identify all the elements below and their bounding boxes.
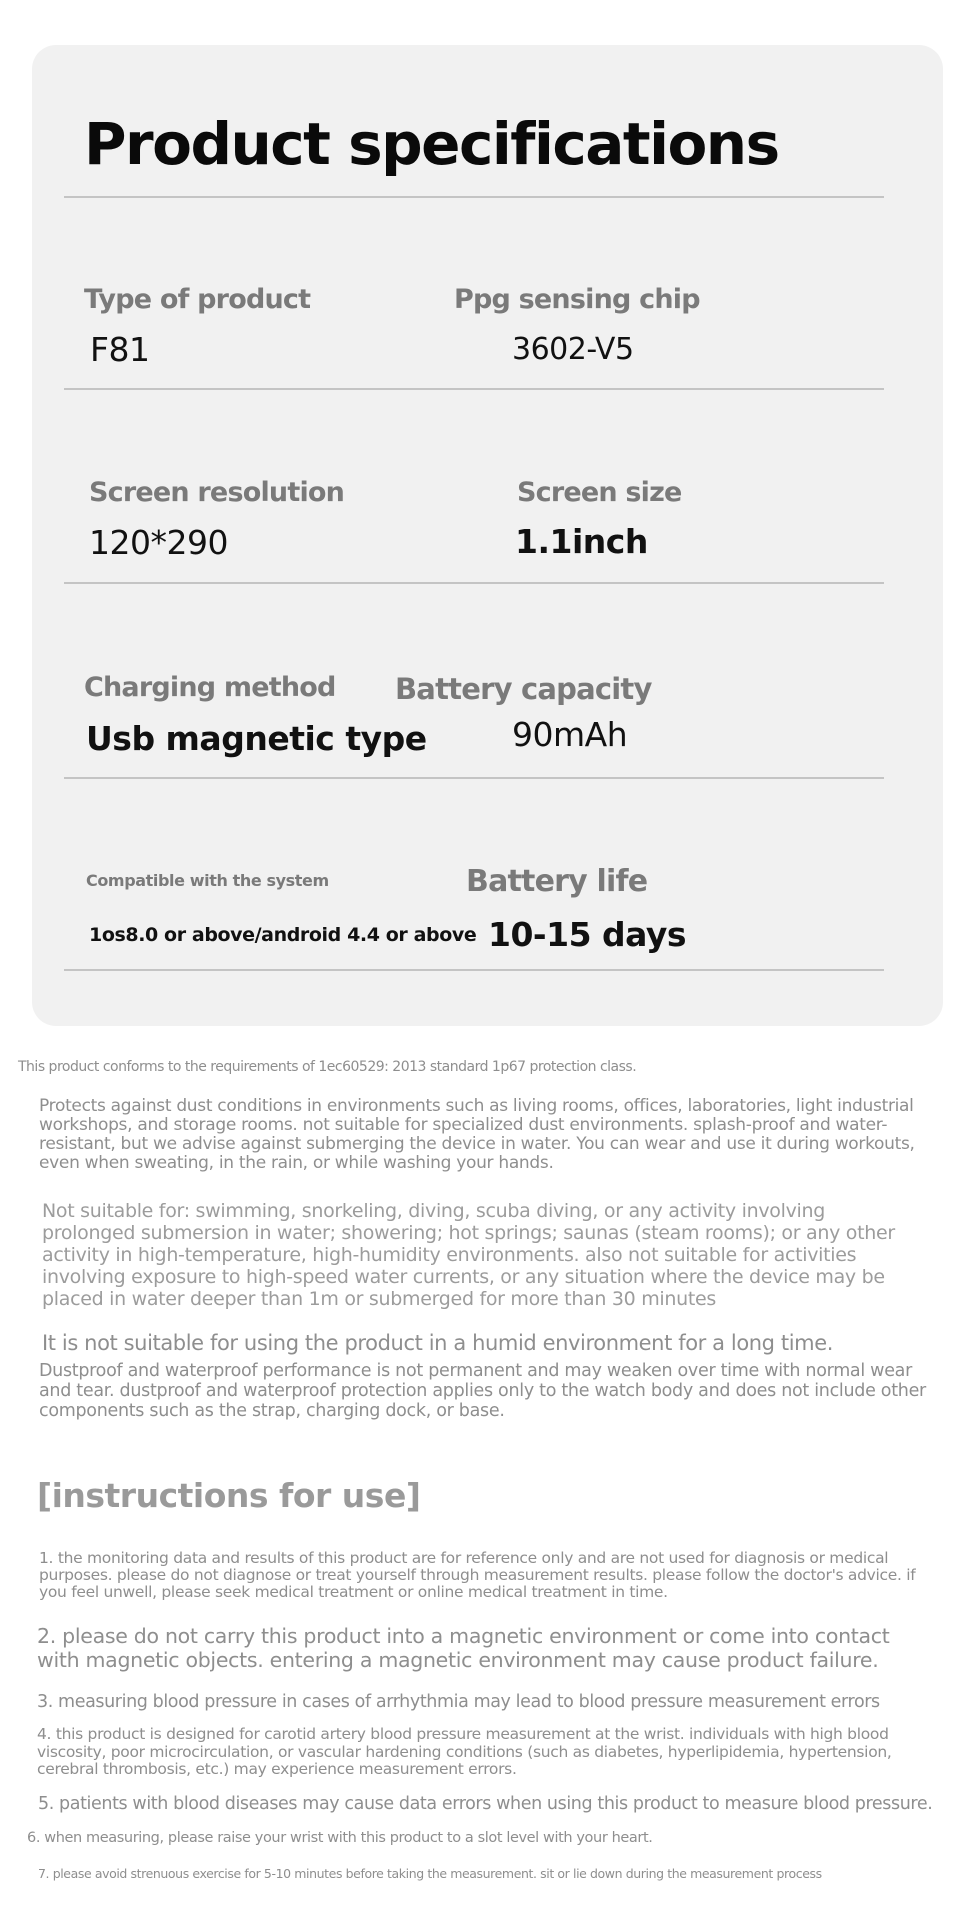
- conformance-note: This product conforms to the requirements of 1ec60529: 2013 standard 1p67 protection class.: [18, 1059, 637, 1075]
- durability-paragraph: Dustproof and waterproof performance is not permanent and may weaken over time with normal wear and tear. dustproof and waterproof protection applies only to the watch body and does not include other components such as the strap, charging dock, or base.: [39, 1361, 926, 1421]
- spec-value-battery-capacity: 90mAh: [512, 715, 628, 754]
- spec-label-compatible-system: Compatible with the system: [86, 871, 329, 890]
- divider: [64, 582, 884, 584]
- spec-label-product-type: Type of product: [84, 284, 311, 315]
- divider: [64, 969, 884, 971]
- spec-value-screen-resolution: 120*290: [89, 523, 228, 562]
- spec-label-battery-life: Battery life: [466, 864, 648, 899]
- instructions-heading: [instructions for use]: [37, 1476, 421, 1515]
- spec-label-screen-resolution: Screen resolution: [89, 477, 345, 508]
- spec-label-screen-size: Screen size: [517, 477, 682, 508]
- divider: [64, 388, 884, 390]
- spec-value-compatible-system: 1os8.0 or above/android 4.4 or above: [89, 924, 477, 946]
- spec-label-charging-method: Charging method: [84, 672, 336, 703]
- instruction-item-2: 2. please do not carry this product into a magnetic environment or come into contact with magnetic objects. entering a magnetic environment may cause product failure.: [37, 1624, 890, 1672]
- spec-label-battery-capacity: Battery capacity: [395, 672, 652, 706]
- not-suitable-paragraph: Not suitable for: swimming, snorkeling, diving, scuba diving, or any activity involving prolonged submersion in water; showering; hot springs; saunas (steam rooms); or any other activity in high-temperature, high-humidity environments. also not suitable for activities involving exposure to high-speed water currents, or any situation where the device may be placed in water deeper than 1m or submerged for more than 30 minutes: [42, 1200, 895, 1310]
- instruction-item-3: 3. measuring blood pressure in cases of arrhythmia may lead to blood pressure measurement errors: [37, 1692, 880, 1712]
- spec-label-ppg-chip: Ppg sensing chip: [454, 284, 700, 315]
- page-title: Product specifications: [84, 110, 779, 178]
- instruction-item-1: 1. the monitoring data and results of this product are for reference only and are not used for diagnosis or medical purposes. please do not diagnose or treat yourself through measurement results. please follow the doctor's advice. if you feel unwell, please seek medical treatment or online medical treatment in time.: [39, 1549, 916, 1601]
- instruction-item-4: 4. this product is designed for carotid artery blood pressure measurement at the wrist. individuals with high blood viscosity, poor microcirculation, or vascular hardening conditions (such as diabetes, hyperlipidemia, hypertension, cerebral thrombosis, etc.) may experience measurement errors.: [37, 1725, 892, 1778]
- spec-value-charging-method: Usb magnetic type: [86, 719, 427, 758]
- instruction-item-6: 6. when measuring, please raise your wrist with this product to a slot level with your heart.: [27, 1830, 653, 1846]
- divider: [64, 196, 884, 198]
- divider: [64, 777, 884, 779]
- humid-warning: It is not suitable for using the product in a humid environment for a long time.: [42, 1331, 834, 1355]
- spec-value-screen-size: 1.1inch: [515, 522, 648, 561]
- spec-value-battery-life: 10-15 days: [488, 915, 687, 954]
- dust-water-paragraph: Protects against dust conditions in environments such as living rooms, offices, laboratories, light industrial workshops, and storage rooms. not suitable for specialized dust environments. splash-proof and water-resistant, but we advise against submerging the device in water. You can wear and use it during workouts, even when sweating, in the rain, or while washing your hands.: [39, 1096, 915, 1173]
- instruction-item-5: 5. patients with blood diseases may cause data errors when using this product to measure blood pressure.: [38, 1794, 933, 1814]
- spec-value-ppg-chip: 3602-V5: [512, 332, 634, 367]
- instruction-item-7: 7. please avoid strenuous exercise for 5-10 minutes before taking the measurement. sit or lie down during the measurement process: [38, 1866, 822, 1881]
- spec-value-product-type: F81: [90, 330, 150, 369]
